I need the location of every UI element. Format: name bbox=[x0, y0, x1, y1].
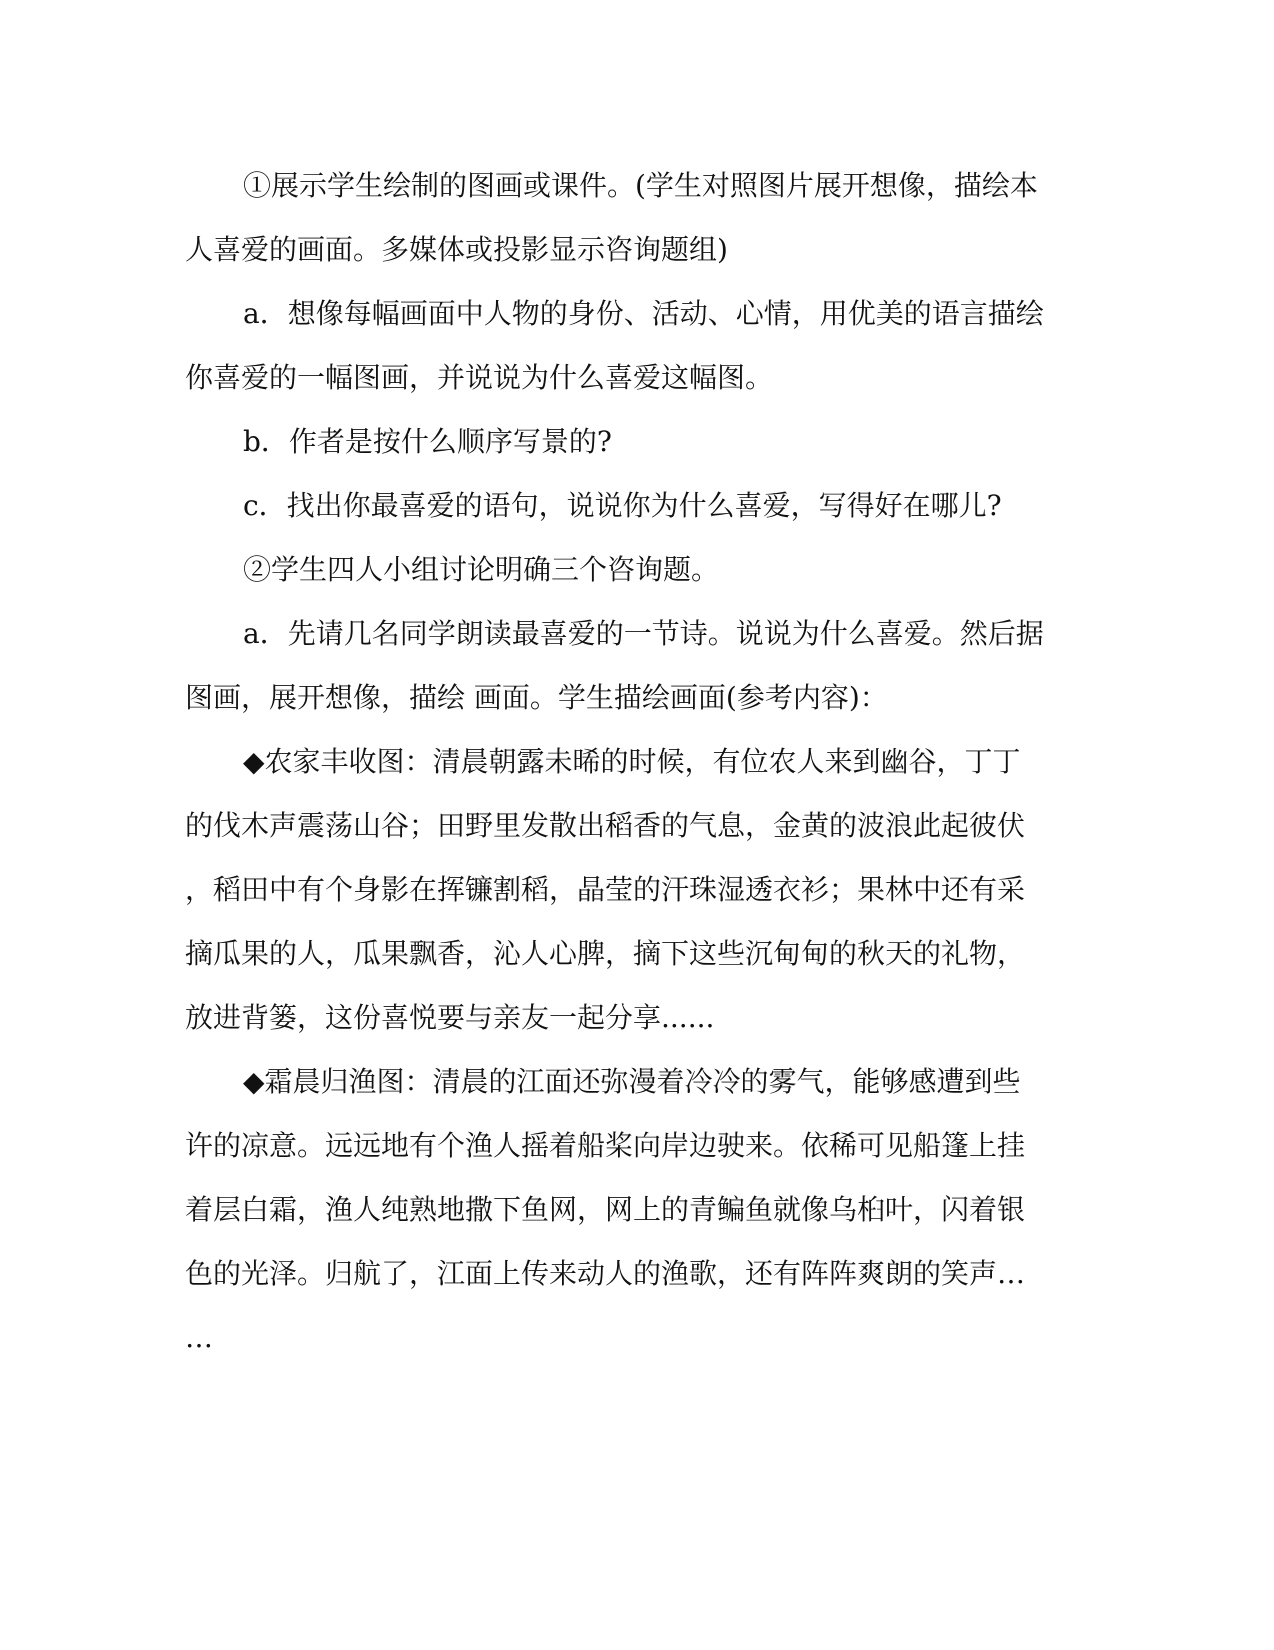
paragraph-line: 的伐木声震荡山谷；田野里发散出稻香的气息，金黄的波浪此起彼伏 bbox=[185, 809, 1026, 842]
paragraph-line: a．想像每幅画面中人物的身份、活动、心情，用优美的语言描绘 bbox=[243, 297, 1044, 330]
paragraph-line: 许的凉意。远远地有个渔人摇着船桨向岸边驶来。依稀可见船篷上挂 bbox=[185, 1129, 1026, 1162]
paragraph-line: ①展示学生绘制的图画或课件。(学生对照图片展开想像，描绘本 bbox=[243, 169, 1038, 202]
paragraph-line: ◆霜晨归渔图：清晨的江面还弥漫着冷冷的雾气，能够感遭到些 bbox=[243, 1065, 1021, 1098]
paragraph-line: 放进背篓，这份喜悦要与亲友一起分享...... bbox=[185, 1001, 715, 1034]
document-body bbox=[185, 154, 1085, 1370]
paragraph-line: c．找出你最喜爱的语句，说说你为什么喜爱，写得好在哪儿? bbox=[243, 489, 1002, 522]
paragraph-line: b．作者是按什么顺序写景的? bbox=[243, 425, 612, 458]
paragraph-line: ②学生四人小组讨论明确三个咨询题。 bbox=[243, 553, 720, 586]
paragraph-line: 你喜爱的一幅图画，并说说为什么喜爱这幅图。 bbox=[185, 361, 774, 394]
paragraph-line: 人喜爱的画面。多媒体或投影显示咨询题组) bbox=[185, 233, 728, 266]
paragraph-line: 摘瓜果的人，瓜果飘香，沁人心脾，摘下这些沉甸甸的秋天的礼物， bbox=[185, 937, 1026, 970]
paragraph-line: 图画，展开想像，描绘 画面。学生描绘画面(参考内容)： bbox=[185, 681, 888, 714]
paragraph-line: 着层白霜，渔人纯熟地撒下鱼网，网上的青鳊鱼就像乌桕叶，闪着银 bbox=[185, 1193, 1026, 1226]
paragraph-line: … bbox=[185, 1321, 213, 1354]
paragraph-line: ◆农家丰收图：清晨朝露未晞的时候，有位农人来到幽谷，丁丁 bbox=[243, 745, 1021, 778]
paragraph-line: 色的光泽。归航了，江面上传来动人的渔歌，还有阵阵爽朗的笑声… bbox=[185, 1257, 1026, 1290]
paragraph-line: a．先请几名同学朗读最喜爱的一节诗。说说为什么喜爱。然后据 bbox=[243, 617, 1044, 650]
paragraph-line: ，稻田中有个身影在挥镰割稻，晶莹的汗珠湿透衣衫；果林中还有采 bbox=[185, 873, 1026, 906]
